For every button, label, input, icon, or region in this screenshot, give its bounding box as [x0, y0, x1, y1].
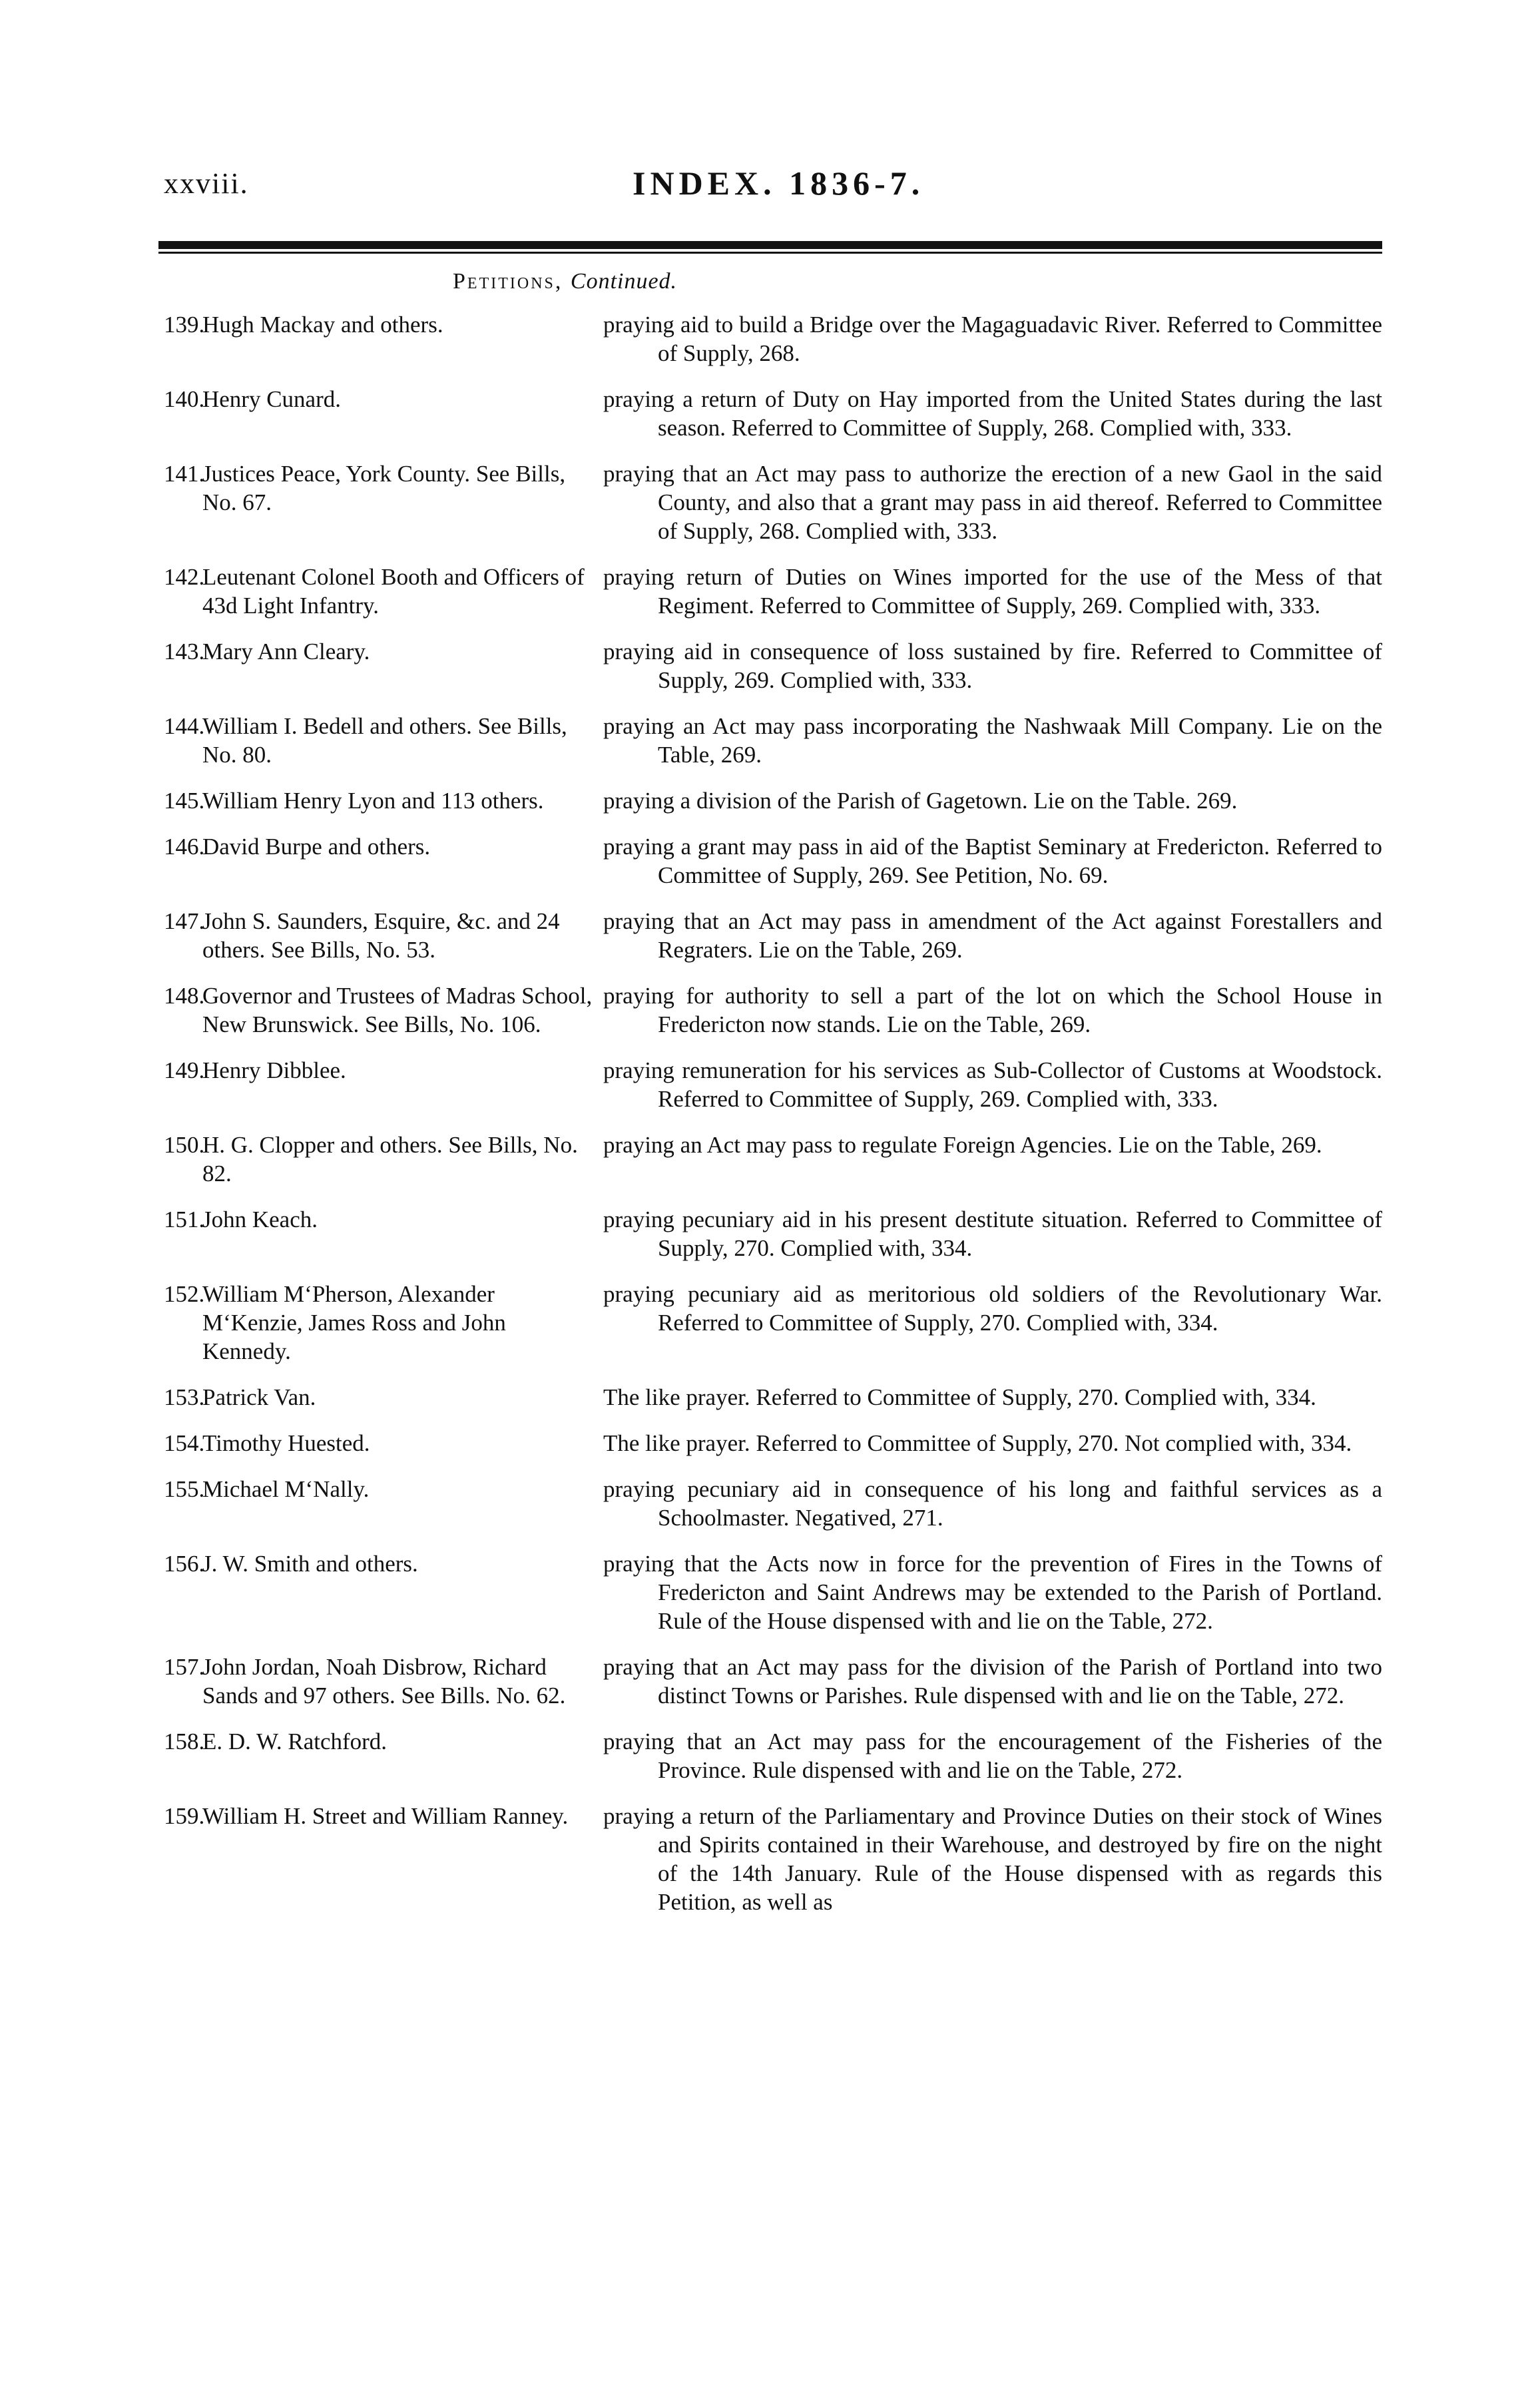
entry-number: 144. — [164, 713, 205, 739]
petitioner — [164, 1131, 603, 1188]
petitioner — [164, 1205, 603, 1234]
entry-number: 145. — [164, 788, 205, 814]
petitioner — [164, 1802, 603, 1830]
section-heading — [453, 269, 677, 294]
petitioner — [164, 832, 603, 861]
entry-number: 158. — [164, 1728, 205, 1754]
index-entry — [164, 1475, 1389, 1532]
petitioner — [164, 1280, 603, 1366]
index-entry — [164, 981, 1389, 1039]
index-entry — [164, 385, 1389, 442]
index-entry — [164, 1131, 1389, 1188]
index-entries — [164, 310, 1389, 1934]
section-title: Petitions, — [453, 269, 563, 294]
petitioner — [164, 563, 603, 620]
entry-number: 151. — [164, 1206, 205, 1232]
petitioner — [164, 1056, 603, 1085]
petitioner-name: Henry Dibblee. — [202, 1057, 346, 1083]
index-entry — [164, 1549, 1389, 1635]
petitioner-name: H. G. Clopper and others. See Bills, No. 82. — [202, 1132, 578, 1187]
entry-number: 153. — [164, 1384, 205, 1410]
petition-subject: praying aid in consequence of loss sustained by fire. Referred to Committee of Supply, 269. Complied with, 333. — [603, 639, 1382, 693]
petitioner-name: William H. Street and William Ranney. — [202, 1803, 569, 1829]
entry-number: 150. — [164, 1132, 205, 1158]
petition-subject: praying pecuniary aid in consequence of his long and faithful services as a Schoolmaster. Negatived, 271. — [603, 1476, 1382, 1531]
petitioner-name: Hugh Mackay and others. — [202, 312, 443, 338]
entry-number: 149. — [164, 1057, 205, 1083]
index-entry — [164, 907, 1389, 964]
index-entry — [164, 1653, 1389, 1710]
petition-subject: praying an Act may pass incorporating the Nashwaak Mill Company. Lie on the Table, 269. — [603, 713, 1382, 768]
petitioner — [164, 1549, 603, 1578]
entry-number: 155. — [164, 1476, 205, 1502]
petitioner — [164, 786, 603, 815]
petitioner-name: Governor and Trustees of Madras School, New Brunswick. See Bills, No. 106. — [202, 983, 593, 1037]
entry-number: 141. — [164, 461, 205, 487]
index-entry — [164, 832, 1389, 890]
petitioner-name: Justices Peace, York County. See Bills, No. 67. — [202, 461, 566, 515]
page-number: xxviii. — [164, 167, 249, 200]
index-entry — [164, 1383, 1389, 1412]
entry-number: 140. — [164, 386, 205, 412]
petition-subject: praying that an Act may pass in amendment of the Act against Forestallers and Regraters. Lie on the Table, 269. — [603, 908, 1382, 963]
index-entry — [164, 1205, 1389, 1262]
petitioner — [164, 1727, 603, 1756]
header-rule — [158, 241, 1382, 254]
entry-number: 152. — [164, 1281, 205, 1307]
petition-subject: praying an Act may pass to regulate Foreign Agencies. Lie on the Table, 269. — [603, 1132, 1322, 1158]
running-title: INDEX. 1836-7. — [633, 164, 925, 202]
petitioner-name: John Keach. — [202, 1206, 318, 1232]
entry-number: 143. — [164, 639, 205, 664]
petitioner — [164, 1383, 603, 1412]
petitioner — [164, 310, 603, 339]
petitioner — [164, 1653, 603, 1710]
petition-subject: praying remuneration for his services as Sub-Collector of Customs at Woodstock. Referred to Committee of Supply, 269. Complied with, 333. — [603, 1057, 1382, 1112]
petitioner-name: J. W. Smith and others. — [202, 1551, 418, 1577]
petition-subject: praying a grant may pass in aid of the Baptist Seminary at Fredericton. Referred to Committee of Supply, 269. See Petition, No. 69. — [603, 834, 1382, 888]
petitioner-name: Henry Cunard. — [202, 386, 342, 412]
petitioner-name: William I. Bedell and others. See Bills, No. 80. — [202, 713, 567, 768]
entry-number: 159. — [164, 1803, 205, 1829]
petition-subject: praying aid to build a Bridge over the Magaguadavic River. Referred to Committee of Supply, 268. — [603, 312, 1382, 366]
petition-subject: praying that the Acts now in force for the prevention of Fires in the Towns of Fredericton and Saint Andrews may be extended to the Parish of Portland. Rule of the House dispensed with and lie on the Table, 272. — [603, 1551, 1382, 1634]
index-entry — [164, 1056, 1389, 1113]
index-entry — [164, 637, 1389, 694]
petition-subject: The like prayer. Referred to Committee of Supply, 270. Complied with, 334. — [603, 1384, 1316, 1410]
petitioner-name: Leutenant Colonel Booth and Officers of 43d Light Infantry. — [202, 564, 585, 619]
petitioner — [164, 385, 603, 413]
petition-subject: praying a division of the Parish of Gagetown. Lie on the Table. 269. — [603, 788, 1238, 814]
index-entry — [164, 1429, 1389, 1457]
petitioner — [164, 1475, 603, 1503]
petition-subject: praying a return of the Parliamentary and Province Duties on their stock of Wines and Spirits contained in their Warehouse, and destroyed by fire on the night of the 14th January. Rule of the House dispensed with as regards this Petition, as well as — [603, 1803, 1382, 1915]
page-header — [164, 166, 1382, 220]
index-entry — [164, 459, 1389, 545]
petitioner — [164, 907, 603, 964]
entry-number: 154. — [164, 1430, 205, 1456]
petition-subject: praying a return of Duty on Hay imported from the United States during the last season. Referred to Committee of Supply, 268. Complied with, 333. — [603, 386, 1382, 441]
petitioner-name: John Jordan, Noah Disbrow, Richard Sands and 97 others. See Bills. No. 62. — [202, 1654, 566, 1709]
index-entry — [164, 310, 1389, 368]
petitioner-name: William Henry Lyon and 113 others. — [202, 788, 544, 814]
index-entry — [164, 563, 1389, 620]
section-continued: Continued. — [570, 269, 678, 294]
petition-subject: praying pecuniary aid as meritorious old soldiers of the Revolutionary War. Referred to Committee of Supply, 270. Complied with, 334. — [603, 1281, 1382, 1336]
petitioner — [164, 637, 603, 666]
entry-number: 157. — [164, 1654, 205, 1680]
petitioner-name: Patrick Van. — [202, 1384, 316, 1410]
petitioner — [164, 712, 603, 769]
petition-subject: praying that an Act may pass for the encouragement of the Fisheries of the Province. Rule dispensed with and lie on the Table, 272. — [603, 1728, 1382, 1783]
petitioner — [164, 981, 603, 1039]
petition-subject: The like prayer. Referred to Committee of Supply, 270. Not complied with, 334. — [603, 1430, 1352, 1456]
entry-number: 139. — [164, 312, 205, 338]
petitioner-name: John S. Saunders, Esquire, &c. and 24 others. See Bills, No. 53. — [202, 908, 560, 963]
petition-subject: praying return of Duties on Wines imported for the use of the Mess of that Regiment. Referred to Committee of Supply, 269. Complied with, 333. — [603, 564, 1382, 619]
entry-number: 156. — [164, 1551, 205, 1577]
petition-subject: praying that an Act may pass to authorize the erection of a new Gaol in the said County, and also that a grant may pass in aid thereof. Referred to Committee of Supply, 268. Complied with, 333. — [603, 461, 1382, 544]
petitioner — [164, 459, 603, 517]
petitioner-name: Michael M‘Nally. — [202, 1476, 370, 1502]
entry-number: 146. — [164, 834, 205, 860]
petitioner-name: Mary Ann Cleary. — [202, 639, 370, 664]
petition-subject: praying pecuniary aid in his present destitute situation. Referred to Committee of Supply, 270. Complied with, 334. — [603, 1206, 1382, 1261]
index-entry — [164, 1727, 1389, 1784]
petitioner-name: David Burpe and others. — [202, 834, 431, 860]
petitioner-name: William M‘Pherson, Alexander M‘Kenzie, James Ross and John Kennedy. — [202, 1281, 506, 1364]
entry-number: 148. — [164, 983, 205, 1009]
entry-number: 147. — [164, 908, 205, 934]
index-entry — [164, 1280, 1389, 1366]
petitioner-name: Timothy Huested. — [202, 1430, 370, 1456]
entry-number: 142. — [164, 564, 205, 590]
index-entry — [164, 712, 1389, 769]
index-entry — [164, 1802, 1389, 1916]
petition-subject: praying that an Act may pass for the division of the Parish of Portland into two distinct Towns or Parishes. Rule dispensed with and lie on the Table, 272. — [603, 1654, 1382, 1709]
petitioner — [164, 1429, 603, 1457]
index-entry — [164, 786, 1389, 815]
petitioner-name: E. D. W. Ratchford. — [202, 1728, 387, 1754]
petition-subject: praying for authority to sell a part of the lot on which the School House in Fredericton now stands. Lie on the Table, 269. — [603, 983, 1382, 1037]
